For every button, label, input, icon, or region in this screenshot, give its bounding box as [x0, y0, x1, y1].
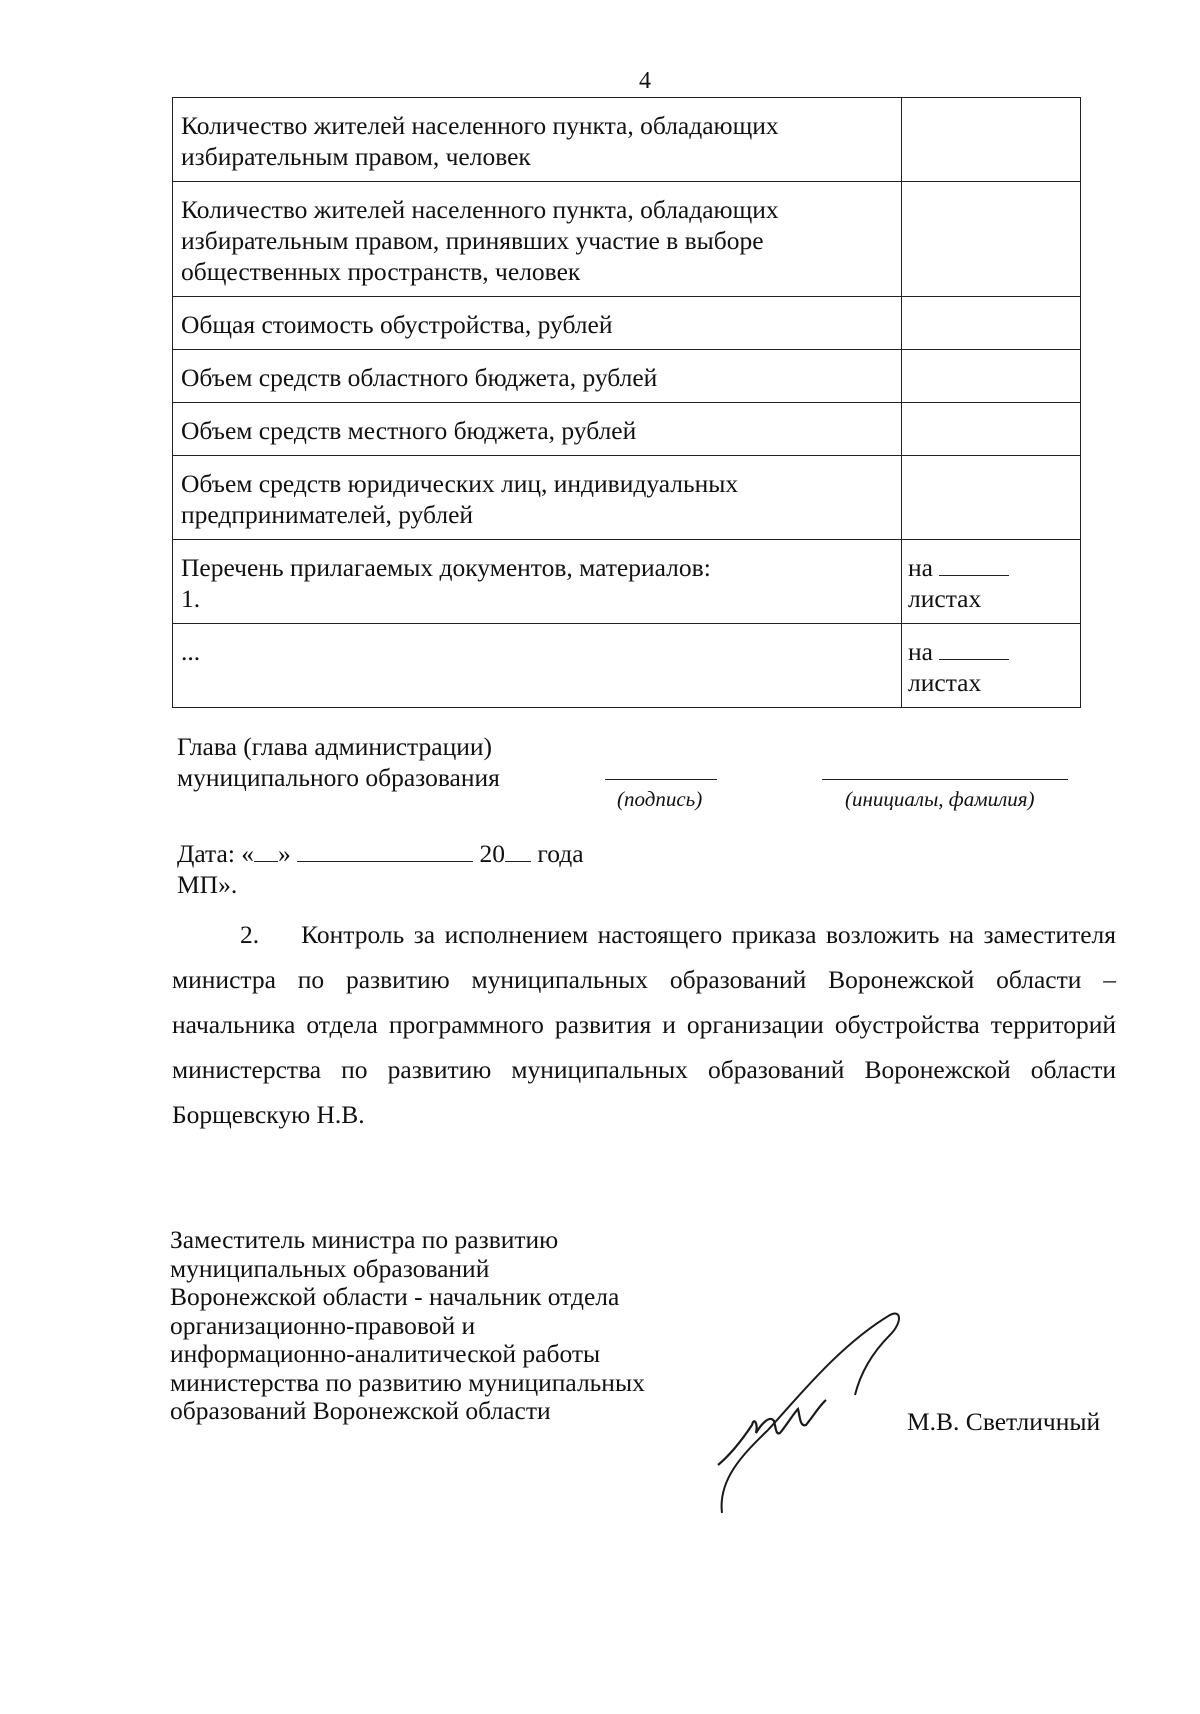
year-suffix: года [537, 839, 584, 868]
row-label: Объем средств юридических лиц, индивидуальных предпринимателей, рублей [173, 456, 902, 540]
paragraph-2 [172, 912, 1116, 1137]
head-title-line1: Глава (глава администрации) [177, 732, 493, 761]
sheets-prefix: на [908, 553, 933, 582]
sheets-count-blank [939, 637, 1009, 660]
signer-name: М.В. Светличный [907, 1407, 1101, 1436]
row-value [902, 98, 1081, 182]
head-of-municipality-block [177, 731, 500, 793]
row-value [902, 456, 1081, 540]
name-caption: (инициалы, фамилия) [845, 787, 1035, 811]
head-title-line2: муниципального образования [177, 763, 500, 792]
attachments-item: 1. [181, 584, 201, 613]
year-blank [505, 839, 531, 862]
application-form-table [172, 97, 1081, 708]
stamp-label: МП». [177, 870, 238, 899]
table-row [173, 297, 1081, 350]
form-table-body [173, 98, 1081, 708]
signature-caption: (подпись) [617, 787, 703, 811]
row-label: Общая стоимость обустройства, рублей [173, 297, 902, 350]
handwritten-signature [650, 1305, 910, 1525]
row-label: Количество жителей населенного пункта, обладающих избирательным правом, человек [173, 98, 902, 182]
row-value [902, 297, 1081, 350]
row-value [902, 403, 1081, 456]
row-label: Объем средств областного бюджета, рублей [173, 350, 902, 403]
signature-long-stroke [722, 1430, 768, 1513]
attachments-ellipsis: ... [181, 637, 201, 666]
attachments-row [173, 540, 1081, 624]
row-label: Количество жителей населенного пункта, обладающих избирательным правом, принявших участие в выборе общественных пространств, человек [173, 182, 902, 297]
table-row [173, 403, 1081, 456]
sheets-count-blank [939, 553, 1009, 576]
table-row [173, 182, 1081, 297]
sheets-cell [902, 624, 1081, 708]
name-blank-line [822, 779, 1068, 780]
table-row [173, 350, 1081, 403]
row-label: Объем средств местного бюджета, рублей [173, 403, 902, 456]
attachments-cell [173, 624, 902, 708]
table-row [173, 456, 1081, 540]
day-blank [254, 839, 278, 862]
paragraph-text: Контроль за исполнением настоящего приказа возложить на заместителя министра по развитию муниципальных образований Воронежской области – начальника отдела программного развития и организации обустройства территорий министерства по развитию муниципальных образований Воронежской области Борщевскую Н.В. [172, 920, 1116, 1129]
sheets-suffix: листах [908, 668, 982, 697]
date-line [177, 838, 584, 869]
attachments-header: Перечень прилагаемых документов, материалов: [181, 553, 711, 582]
signer-position: Заместитель министра по развитию муниципальных образований Воронежской области - начальник отдела организационно-правовой и информационно-аналитической работы министерства по развитию муниципальных образований Воронежской области [170, 1225, 645, 1425]
date-label: Дата: « [177, 839, 255, 868]
row-value [902, 350, 1081, 403]
attachments-cell [173, 540, 902, 624]
signature-top-stroke [768, 1314, 899, 1430]
signature-initials-stroke [718, 1400, 826, 1465]
signature-blank-line [605, 779, 717, 780]
sheets-suffix: листах [908, 584, 982, 613]
page-number: 4 [639, 68, 651, 94]
paragraph-number: 2. [240, 920, 260, 949]
sheets-count-line [908, 552, 1073, 583]
date-close-quote: » [278, 839, 291, 868]
sheets-prefix: на [908, 637, 933, 666]
month-blank [297, 839, 473, 862]
attachments-row [173, 624, 1081, 708]
date-block [177, 838, 584, 900]
table-row [173, 98, 1081, 182]
year-prefix: 20 [479, 839, 506, 868]
row-value [902, 182, 1081, 297]
sheets-count-line [908, 636, 1073, 667]
sheets-cell [902, 540, 1081, 624]
